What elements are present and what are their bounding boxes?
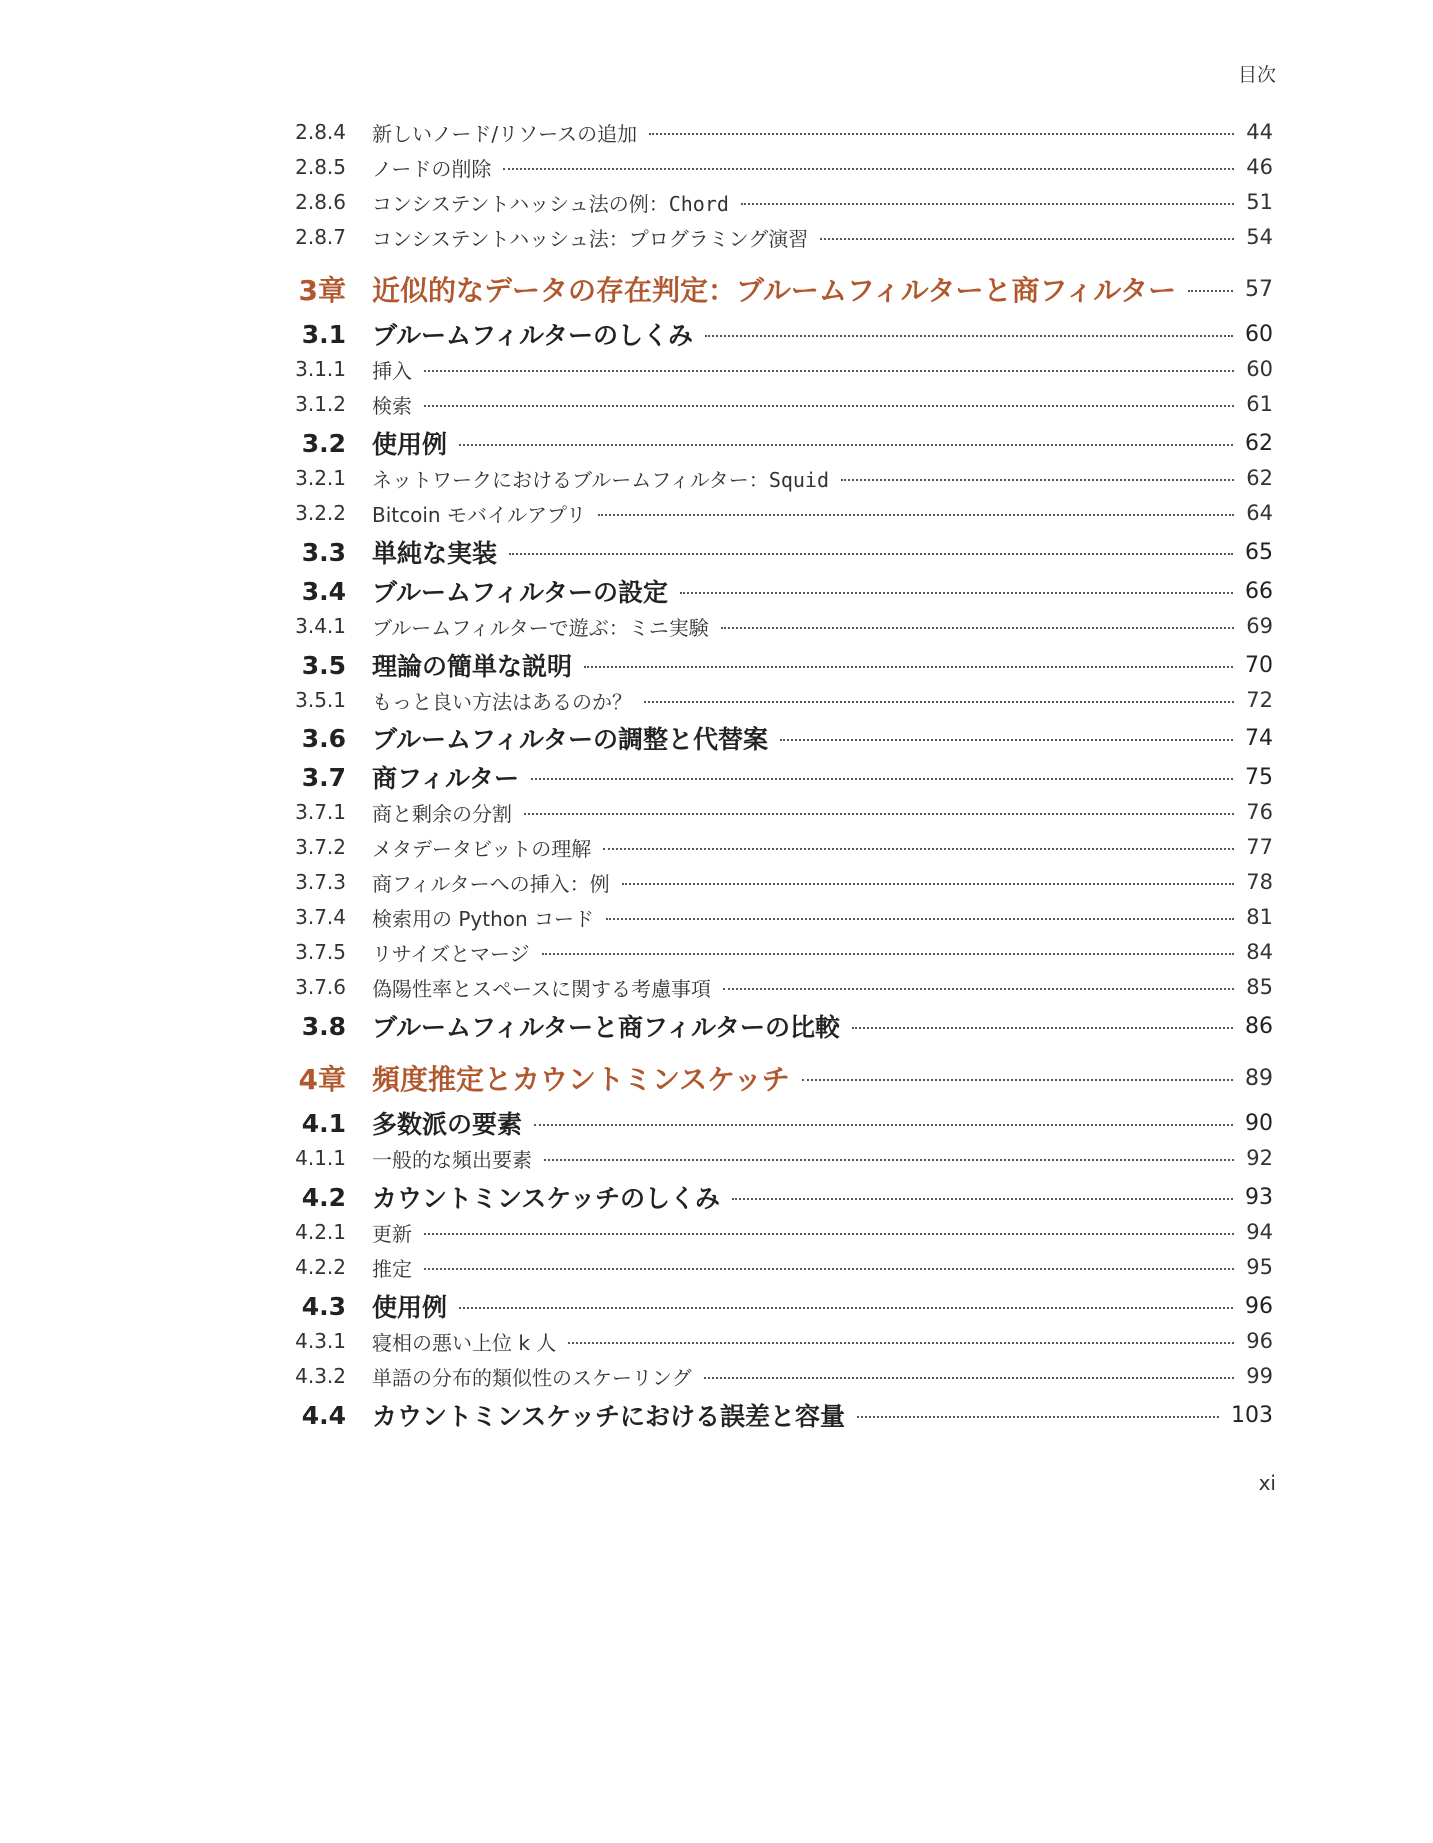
toc-entry-page: 74 [1245,725,1273,751]
leader-dots [531,778,1233,780]
toc-entry-number: 3.7.4 [295,905,346,929]
toc-entry-page: 60 [1245,321,1273,347]
toc-entry-title-text: ノードの削除 [372,156,492,181]
toc-section-entry[interactable] [270,647,1273,683]
toc-entry-page: 99 [1246,1364,1273,1388]
toc-entry-title [346,1105,522,1141]
toc-entry-number: 4.3 [301,1291,346,1321]
toc-entry-page: 69 [1246,614,1273,638]
toc-entry-title [346,464,829,493]
toc-entry-number: 3.7.2 [295,835,346,859]
leader-dots [780,739,1233,741]
toc-entry-title [346,573,668,609]
toc-entry-number: 3.5 [301,650,346,680]
toc-entry-title [346,390,412,419]
toc-entry-title-text: リサイズとマージ [372,941,530,966]
toc-entry-page: 95 [1246,1255,1273,1279]
toc-section-entry[interactable] [270,1397,1273,1433]
toc-entry-title-text: Bitcoin モバイルアプリ [372,502,587,527]
toc-subsection-entry[interactable] [270,832,1273,862]
toc-subsection-entry[interactable] [270,389,1273,419]
toc-entry-number: 3.7.1 [295,800,346,824]
toc-entry-title-text: ブルームフィルターの調整と代替案 [372,725,769,754]
toc-entry-page: 96 [1246,1329,1273,1353]
toc-entry-title [346,1179,720,1215]
toc-subsection-entry[interactable] [270,152,1273,182]
leader-dots [534,1124,1233,1126]
toc-entry-title-text: 検索用の Python コード [372,906,595,931]
toc-entry-title-text: コンシステントハッシュ法の例： [372,191,669,216]
toc-entry-title [346,973,711,1002]
leader-dots [509,553,1233,555]
toc-entry-title-text: メタデータビットの理解 [372,836,592,861]
toc-entry-page: 57 [1245,276,1273,302]
toc-entry-title [346,499,586,528]
toc-entry-title-text: 商フィルターへの挿入：例 [372,871,610,896]
toc-entry-title [346,720,768,756]
toc-entry-page: 66 [1245,578,1273,604]
toc-entry-title-text: カウントミンスケッチにおける誤差と容量 [372,1402,846,1431]
toc-entry-title-text: 単純な実装 [372,539,498,568]
running-header: 目次 [1237,64,1276,86]
toc-entry-title [346,868,610,897]
toc-entry-number: 3.8 [301,1011,346,1041]
toc-entry-number: 4.2.1 [295,1220,346,1244]
toc-entry-page: 96 [1245,1293,1273,1319]
leader-dots [503,168,1234,170]
toc-entry-number: 4.1.1 [295,1146,346,1170]
toc-entry-title-text: 新しいノード/リソースの追加 [372,121,638,146]
leader-dots [598,514,1234,516]
toc-entry-title-text: 使用例 [372,430,448,459]
toc-section-entry[interactable] [270,1008,1273,1044]
toc-entry-title-text: 推定 [372,1256,412,1281]
leader-dots [852,1027,1233,1029]
leader-dots [603,848,1234,850]
toc-entry-page: 44 [1246,120,1273,144]
toc-entry-title [346,1253,412,1282]
toc-entry-title-text: 単語の分布的類似性のスケーリング [372,1365,692,1390]
toc-entry-page: 75 [1245,764,1273,790]
leader-dots [524,813,1234,815]
toc-entry-code: Squid [768,467,830,492]
toc-entry-title [346,612,709,641]
toc-subsection-entry[interactable] [270,187,1273,217]
leader-dots [680,592,1233,594]
toc-entry-page: 62 [1245,430,1273,456]
toc-entry-page: 62 [1246,466,1273,490]
toc-entry-page: 65 [1245,539,1273,565]
leader-dots [741,203,1234,205]
toc-entry-page: 77 [1246,835,1273,859]
toc-entry-number: 3.2 [301,428,346,458]
toc-entry-title-text: 商フィルター [372,764,520,793]
toc-entry-title [346,1327,556,1356]
toc-entry-title-text: カウントミンスケッチのしくみ [372,1184,721,1213]
toc-entry-page: 76 [1246,800,1273,824]
toc-entry-page: 92 [1246,1146,1273,1170]
leader-dots [820,238,1234,240]
toc-subsection-entry[interactable] [270,972,1273,1002]
toc-entry-title [346,118,637,147]
toc-entry-page: 85 [1246,975,1273,999]
toc-entry-number: 3.7.6 [295,975,346,999]
toc-section-entry[interactable] [270,1105,1273,1141]
toc-entry-number: 3.7.3 [295,870,346,894]
toc-section-entry[interactable] [270,316,1273,352]
toc-entry-title [346,1288,447,1324]
leader-dots [542,953,1235,955]
toc-entry-number: 4.2 [301,1182,346,1212]
leader-dots [424,1233,1234,1235]
toc-entry-title [346,1008,840,1044]
leader-dots [424,405,1234,407]
leader-dots [841,479,1234,481]
toc-entry-number: 3.4 [301,576,346,606]
toc-entry-title [346,1058,790,1098]
toc-entry-number: 4.2.2 [295,1255,346,1279]
toc-subsection-entry[interactable] [270,867,1273,897]
toc-entry-number: 3.1.1 [295,357,346,381]
leader-dots [544,1159,1234,1161]
leader-dots [424,1268,1234,1270]
toc-entry-title [346,938,530,967]
toc-entry-title [346,425,447,461]
leader-dots [568,1342,1234,1344]
toc-entry-number: 2.8.5 [295,155,346,179]
toc-entry-number: 3.3 [301,537,346,567]
toc-entry-number: 3.1 [301,319,346,349]
toc-section-entry[interactable] [270,759,1273,795]
toc-subsection-entry[interactable] [270,902,1273,932]
toc-entry-title-text: 検索 [372,393,412,418]
toc-subsection-entry[interactable] [270,1326,1273,1356]
toc-entry-title [346,686,632,715]
leader-dots [704,1377,1235,1379]
toc-entry-title-text: 更新 [372,1221,412,1246]
toc-entry-title-text: 近似的なデータの存在判定：ブルームフィルターと商フィルター [372,274,1177,307]
toc-entry-page: 103 [1231,1402,1273,1428]
toc-entry-page: 84 [1246,940,1273,964]
toc-entry-number: 3.4.1 [295,614,346,638]
toc-section-entry[interactable] [270,573,1273,609]
leader-dots [721,627,1234,629]
toc-entry-title [346,1362,692,1391]
toc-subsection-entry[interactable] [270,1217,1273,1247]
toc-entry-number: 2.8.4 [295,120,346,144]
toc-subsection-entry[interactable] [270,498,1273,528]
toc-entry-number: 3.7.5 [295,940,346,964]
toc-entry-number: 3章 [298,274,346,307]
leader-dots [584,666,1233,668]
toc-entry-title [346,153,491,182]
toc-entry-title-text: 挿入 [372,358,412,383]
toc-subsection-entry[interactable] [270,463,1273,493]
toc-subsection-entry[interactable] [270,117,1273,147]
toc-subsection-entry[interactable] [270,937,1273,967]
toc-entry-title [346,1397,845,1433]
toc-entry-page: 70 [1245,652,1273,678]
toc-entry-number: 4.3.1 [295,1329,346,1353]
toc-entry-title [346,269,1176,309]
toc-entry-title-text: 寝相の悪い上位 k 人 [372,1330,557,1355]
toc-entry-number: 3.2.1 [295,466,346,490]
toc-entry-title-text: 頻度推定とカウントミンスケッチ [372,1063,790,1096]
toc-entry-number: 4.3.2 [295,1364,346,1388]
toc-entry-page: 64 [1246,501,1273,525]
toc-entry-number: 2.8.6 [295,190,346,214]
toc-entry-title [346,188,729,217]
toc-entry-title-text: 商と剰余の分割 [372,801,512,826]
toc-section-entry[interactable] [270,1288,1273,1324]
toc-entry-page: 90 [1245,1110,1273,1136]
toc-entry-title-text: ネットワークにおけるブルームフィルター： [372,467,769,492]
toc-entry-number: 3.1.2 [295,392,346,416]
toc-entry-title-text: 偽陽性率とスペースに関する考慮事項 [372,976,711,1001]
toc-entry-page: 86 [1245,1013,1273,1039]
toc-entry-page: 61 [1246,392,1273,416]
toc-entry-number: 3.6 [301,723,346,753]
toc-entry-title [346,833,591,862]
leader-dots [649,133,1234,135]
toc-entry-page: 60 [1246,357,1273,381]
leader-dots [459,444,1233,446]
toc-entry-title [346,798,512,827]
toc-entry-number: 3.2.2 [295,501,346,525]
toc-entry-number: 4章 [298,1063,346,1096]
leader-dots [424,370,1234,372]
toc-entry-title-text: ブルームフィルターの設定 [372,578,669,607]
toc-entry-title-text: コンシステントハッシュ法：プログラミング演習 [372,226,809,251]
leader-dots [622,883,1235,885]
toc-entry-title-text: ブルームフィルターのしくみ [372,321,694,350]
leader-dots [705,335,1233,337]
toc-entry-title-text: 使用例 [372,1293,448,1322]
toc-entry-page: 89 [1245,1065,1273,1091]
toc-entry-number: 4.4 [301,1400,346,1430]
toc-entry-code: Chord [668,191,729,216]
toc-entry-page: 78 [1246,870,1273,894]
toc-subsection-entry[interactable] [270,1361,1273,1391]
leader-dots [802,1079,1233,1081]
toc-entry-page: 46 [1246,155,1273,179]
toc-entry-page: 72 [1246,688,1273,712]
toc-entry-title-text: 多数派の要素 [372,1110,523,1139]
leader-dots [606,918,1234,920]
toc-entry-title-text: ブルームフィルターと商フィルターの比較 [372,1013,841,1042]
toc-entry-title-text: もっと良い方法はあるのか？ [372,689,632,714]
toc-subsection-entry[interactable] [270,1143,1273,1173]
toc-entry-title [346,1144,532,1173]
toc-subsection-entry[interactable] [270,797,1273,827]
toc-entry-title-text: 一般的な頻出要素 [372,1147,532,1172]
leader-dots [1188,290,1233,292]
toc-entry-title-text: 理論の簡単な説明 [372,652,573,681]
toc-subsection-entry[interactable] [270,1252,1273,1282]
leader-dots [732,1198,1233,1200]
toc-entry-page: 54 [1246,225,1273,249]
toc-entry-title [346,316,693,352]
toc-entry-number: 4.1 [301,1108,346,1138]
toc-section-entry[interactable] [270,1179,1273,1215]
toc-entry-title [346,1218,412,1247]
toc-entry-number: 2.8.7 [295,225,346,249]
toc-subsection-entry[interactable] [270,222,1273,252]
toc-subsection-entry[interactable] [270,354,1273,384]
leader-dots [723,988,1234,990]
toc-entry-title-text: ブルームフィルターで遊ぶ：ミニ実験 [372,615,709,640]
page-number: xi [1258,1471,1276,1495]
toc-subsection-entry[interactable] [270,685,1273,715]
leader-dots [644,701,1234,703]
leader-dots [459,1307,1233,1309]
toc-entry-number: 3.7 [301,762,346,792]
toc-entry-title [346,223,808,252]
toc-subsection-entry[interactable] [270,611,1273,641]
toc-entry-page: 93 [1245,1184,1273,1210]
toc-entry-page: 51 [1246,190,1273,214]
toc-entry-number: 3.5.1 [295,688,346,712]
toc-entry-page: 81 [1246,905,1273,929]
toc-chapter-entry[interactable] [270,269,1273,309]
toc-entry-title [346,647,572,683]
toc-section-entry[interactable] [270,720,1273,756]
toc-section-entry[interactable] [270,425,1273,461]
toc-entry-title [346,355,412,384]
toc-section-entry[interactable] [270,534,1273,570]
toc-entry-title [346,759,519,795]
leader-dots [857,1416,1219,1418]
toc-entry-title [346,534,497,570]
toc-entry-title [346,903,594,932]
toc-chapter-entry[interactable] [270,1058,1273,1098]
toc-entry-page: 94 [1246,1220,1273,1244]
